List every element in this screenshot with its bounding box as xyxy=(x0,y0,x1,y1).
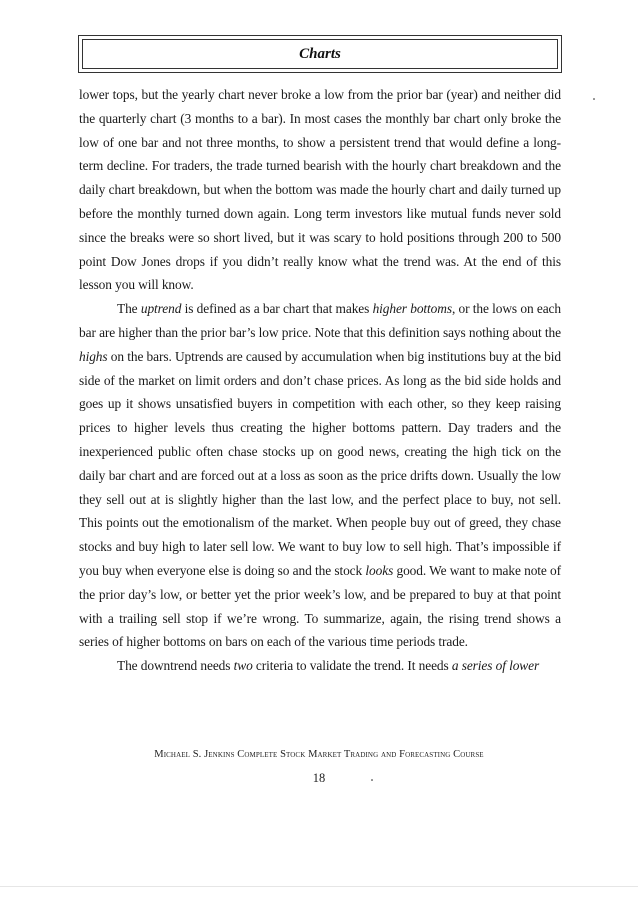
header-frame-inner xyxy=(82,39,558,69)
page-title: Charts xyxy=(299,45,341,62)
body-text-segment: criteria to validate the trend. It needs xyxy=(252,658,452,674)
header-frame xyxy=(78,35,562,73)
emphasis-text: looks xyxy=(365,562,394,578)
body-text-segment: lower tops, but the yearly chart never broke a low from the prior bar (year) and neither did the quarterly chart (3 months to a bar). In most cases the monthly bar chart only broke the low of one bar and not three months, to show a persistent trend that would define a long-term decline. For traders, the trade turned bearish with the hourly chart breakdown and the daily chart breakdown, but when the bottom was made the hourly chart and daily turned up before the monthly turned down again. Long term investors like mutual funds never sold since the breaks were so short lived, but it was scary to hold positions through 200 to 500 point Dow Jones drops if you didn’t really know what the trend was. At the end of this lesson you will know. xyxy=(79,87,561,293)
body-text-segment: , or the lows on each bar are higher than the prior bar’s low price. Note that this definition says nothing about the xyxy=(79,301,561,340)
emphasis-text: a series of lower xyxy=(451,658,540,674)
paragraph-1 xyxy=(79,83,561,297)
scan-speck xyxy=(593,98,595,100)
paragraph-3 xyxy=(79,654,561,678)
body-text-segment: The xyxy=(117,301,141,317)
page-edge-rule xyxy=(0,886,638,887)
scan-speck xyxy=(371,779,373,781)
emphasis-text: uptrend xyxy=(140,301,182,317)
body-text-segment: good. We want to make note of the prior day’s low, or better yet the prior week’s low, and be prepared to buy at that point with a trailing sell stop if we’re wrong. To summarize, again, the rising trend shows a series of higher bottoms on bars on each of the various time periods trade. xyxy=(79,562,562,650)
body-text xyxy=(79,83,561,678)
emphasis-text: higher bottoms xyxy=(372,301,452,317)
page-number: 18 xyxy=(312,771,326,785)
emphasis-text: two xyxy=(233,658,253,674)
emphasis-text: highs xyxy=(79,348,108,364)
paragraph-2 xyxy=(79,297,561,654)
footer-course-title: Michael S. Jenkins Complete Stock Market Trading and Forecasting Course xyxy=(154,749,484,760)
body-text-segment: is defined as a bar chart that makes xyxy=(181,301,373,317)
body-text-segment: on the bars. Uptrends are caused by accumulation when big institutions buy at the bid side of the market on limit orders and don’t chase prices. As long as the bid side holds and goes up it shows unsatisfied buyers in competition with each other, so they keep raising prices to higher levels thus creating the higher bottoms pattern. Day traders and the inexperienced public often chase stocks up on good news, creating the high tick on the daily bar chart and are forced out at a loss as soon as the price drifts down. Usually the low they sell out at is slightly higher than the last low, and the perfect place to buy, not sell. This points out the emotionalism of the market. When people buy out of greed, they chase stocks and buy high to later sell low. We want to buy low to sell high. That’s impossible if you buy when everyone else is doing so and the stock xyxy=(79,348,561,578)
body-text-segment: The downtrend needs xyxy=(117,658,234,674)
